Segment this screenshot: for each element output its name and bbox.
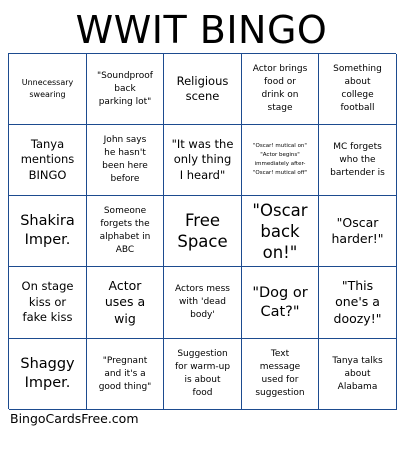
cell-text: Actor brings food or drink on stage (252, 64, 308, 113)
bingo-cell[interactable] (319, 125, 397, 196)
cell-text: John says he hasn't been here before (102, 135, 148, 184)
cell-text: "This one's a doozy!" (333, 277, 382, 326)
cell-text: Something about college football (333, 64, 382, 113)
bingo-cell[interactable] (164, 339, 242, 410)
cell-text: Unnecessary swearing (21, 78, 74, 99)
bingo-cell[interactable] (164, 54, 242, 125)
cell-text: "It was the only thing I heard" (171, 136, 234, 182)
bingo-cell free-space[interactable] (164, 196, 242, 267)
bingo-cell[interactable] (242, 125, 319, 196)
bingo-cell[interactable] (9, 125, 87, 196)
bingo-cell[interactable] (164, 125, 242, 196)
cell-text: Tanya mentions BINGO (20, 136, 75, 182)
bingo-cell[interactable] (242, 196, 319, 267)
cell-text: "Dog or Cat?" (252, 284, 308, 320)
bingo-cell[interactable] (9, 54, 87, 125)
cell-text: Suggestion for warm-up is about food (174, 349, 231, 398)
cell-text: "Oscar back on!" (252, 200, 308, 262)
cell-text: "Pregnant and it's a good thing" (98, 355, 152, 392)
bingo-cell[interactable] (87, 339, 164, 410)
cell-text: "Oscar! mutical on" "Actor begins" immediately after- "Oscar! mutical off" (252, 143, 308, 176)
bingo-cell[interactable] (319, 267, 397, 339)
cell-text: Someone forgets the alphabet in ABC (99, 206, 151, 255)
bingo-title: WWIT BINGO (75, 8, 328, 52)
cell-text: Free Space (177, 211, 228, 251)
cell-text: MC forgets who the bartender is (330, 141, 385, 178)
cell-text: Shaggy Imper. (20, 356, 75, 391)
cell-text: Actor uses a wig (104, 277, 146, 326)
cell-text: On stage kiss or fake kiss (21, 279, 74, 325)
bingo-cell[interactable] (87, 54, 164, 125)
bingo-cell[interactable] (87, 196, 164, 267)
bingo-cell[interactable] (9, 267, 87, 339)
bingo-cell[interactable] (319, 54, 397, 125)
bingo-cell[interactable] (319, 196, 397, 267)
bingo-cell[interactable] (9, 339, 87, 410)
cell-text: Actors mess with 'dead body' (175, 284, 230, 320)
cell-text: "Oscar harder!" (331, 214, 384, 246)
cell-text: Tanya talks about Alabama (332, 355, 383, 392)
cell-text: Religious scene (176, 73, 229, 103)
bingo-cell[interactable] (242, 267, 319, 339)
bingo-cell[interactable] (319, 339, 397, 410)
bingo-board (8, 53, 396, 409)
bingo-cell[interactable] (9, 196, 87, 267)
bingo-cell[interactable] (87, 267, 164, 339)
cell-text: Shakira Imper. (20, 213, 75, 248)
cell-text: Text message used for suggestion (255, 349, 305, 398)
site-credit: BingoCardsFree.com (10, 411, 139, 426)
bingo-cell[interactable] (164, 267, 242, 339)
cell-text: "Soundproof back parking lot" (97, 70, 153, 107)
bingo-cell[interactable] (242, 54, 319, 125)
bingo-cell[interactable] (87, 125, 164, 196)
bingo-cell[interactable] (242, 339, 319, 410)
